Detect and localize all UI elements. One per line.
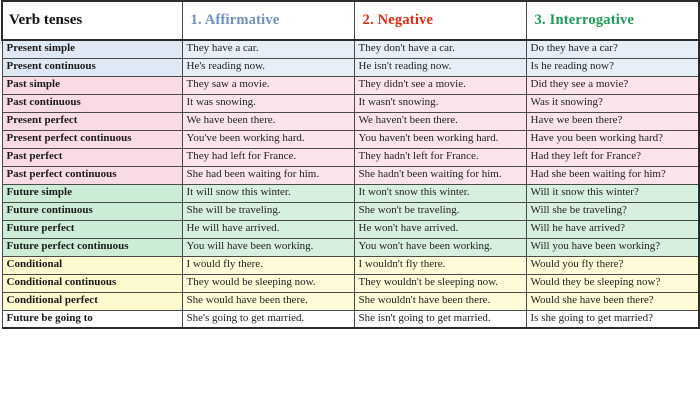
example-affirmative: He will have arrived. [182,220,354,238]
example-negative: She hadn't been waiting for him. [354,166,526,184]
example-affirmative: We have been there. [182,112,354,130]
example-affirmative: She would have been there. [182,292,354,310]
example-affirmative: They had left for France. [182,148,354,166]
tense-label: Present perfect [2,112,182,130]
example-affirmative: It was snowing. [182,94,354,112]
table-row [2,310,699,328]
example-interrogative: Had she been waiting for him? [526,166,699,184]
table-row [2,220,699,238]
example-negative: You won't have been working. [354,238,526,256]
tense-label: Past perfect [2,148,182,166]
tense-label: Future perfect [2,220,182,238]
table-row [2,238,699,256]
table-row [2,40,699,58]
example-interrogative: Is he reading now? [526,58,699,76]
column-header-affirmative: 1. Affirmative [182,1,354,40]
example-negative: It wasn't snowing. [354,94,526,112]
example-affirmative: They saw a movie. [182,76,354,94]
example-interrogative: Will he have arrived? [526,220,699,238]
tense-label: Present continuous [2,58,182,76]
example-negative: You haven't been working hard. [354,130,526,148]
tense-label: Present simple [2,40,182,58]
example-affirmative: You will have been working. [182,238,354,256]
tense-label: Past simple [2,76,182,94]
example-interrogative: Had they left for France? [526,148,699,166]
example-interrogative: Was it snowing? [526,94,699,112]
table-row [2,292,699,310]
table-row [2,148,699,166]
example-negative: She isn't going to get married. [354,310,526,328]
table-row [2,112,699,130]
example-interrogative: Did they see a movie? [526,76,699,94]
tense-label: Past perfect continuous [2,166,182,184]
tense-label: Present perfect continuous [2,130,182,148]
table-row [2,76,699,94]
tense-label: Future perfect continuous [2,238,182,256]
example-negative: We haven't been there. [354,112,526,130]
table-row [2,58,699,76]
table-row [2,184,699,202]
example-interrogative: Would she have been there? [526,292,699,310]
table-body [2,40,699,328]
example-interrogative: Have we been there? [526,112,699,130]
example-interrogative: Is she going to get married? [526,310,699,328]
example-negative: They didn't see a movie. [354,76,526,94]
example-interrogative: Will she be traveling? [526,202,699,220]
tense-label: Future continuous [2,202,182,220]
example-affirmative: You've been working hard. [182,130,354,148]
table-row [2,130,699,148]
example-affirmative: She had been waiting for him. [182,166,354,184]
table-row [2,256,699,274]
example-affirmative: They have a car. [182,40,354,58]
table-row [2,202,699,220]
example-interrogative: Would they be sleeping now? [526,274,699,292]
example-affirmative: She will be traveling. [182,202,354,220]
column-header-negative: 2. Negative [354,1,526,40]
tense-label: Past continuous [2,94,182,112]
example-negative: She wouldn't have been there. [354,292,526,310]
column-header-interrogative: 3. Interrogative [526,1,699,40]
example-interrogative: Will you have been working? [526,238,699,256]
example-negative: He won't have arrived. [354,220,526,238]
tense-label: Future simple [2,184,182,202]
example-negative: I wouldn't fly there. [354,256,526,274]
example-affirmative: She's going to get married. [182,310,354,328]
table-row [2,166,699,184]
example-interrogative: Do they have a car? [526,40,699,58]
example-interrogative: Will it snow this winter? [526,184,699,202]
example-interrogative: Have you been working hard? [526,130,699,148]
verb-tenses-table [1,0,700,329]
table-row [2,274,699,292]
table-row [2,94,699,112]
example-negative: She won't be traveling. [354,202,526,220]
example-affirmative: I would fly there. [182,256,354,274]
page-title: Verb tenses [2,1,182,40]
tense-label: Conditional [2,256,182,274]
tense-label: Conditional perfect [2,292,182,310]
tense-label: Conditional continuous [2,274,182,292]
example-negative: They don't have a car. [354,40,526,58]
example-interrogative: Would you fly there? [526,256,699,274]
tense-label: Future be going to [2,310,182,328]
example-affirmative: He's reading now. [182,58,354,76]
example-negative: They hadn't left for France. [354,148,526,166]
example-affirmative: It will snow this winter. [182,184,354,202]
table-header-row [2,1,699,40]
example-negative: He isn't reading now. [354,58,526,76]
example-negative: It won't snow this winter. [354,184,526,202]
example-negative: They wouldn't be sleeping now. [354,274,526,292]
example-affirmative: They would be sleeping now. [182,274,354,292]
